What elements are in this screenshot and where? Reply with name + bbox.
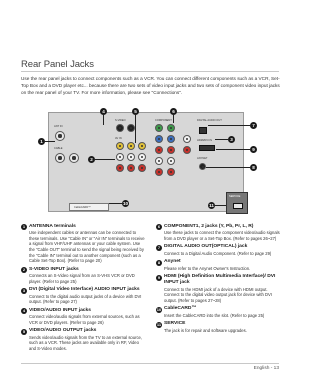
rear-panel: [48, 112, 244, 212]
service-panel: [226, 192, 248, 214]
callout-7: 7: [250, 122, 257, 129]
video-in-jack-1: [116, 142, 124, 150]
svideo-jack-1: [116, 124, 124, 132]
component2-l-jack: [167, 157, 175, 165]
leader-9: [216, 149, 250, 150]
callout-1: 1: [38, 138, 45, 145]
audio-r-jack-2: [127, 164, 135, 172]
callout-10: 10: [122, 201, 129, 206]
callout-11: 11: [209, 203, 214, 208]
leader-11: [215, 205, 226, 206]
callout-2: 2: [88, 156, 95, 163]
item-description: Connect to the digital audio output jacks of a device with DVI output. (Refer to page 27): [29, 293, 142, 305]
list-item: [156, 274, 282, 303]
footer-divider: [21, 363, 279, 364]
leader-6: [173, 115, 174, 123]
item-title: Anynet: [164, 259, 181, 265]
list-item: [21, 287, 147, 304]
leader-10: [109, 203, 122, 204]
service-port: [233, 203, 243, 209]
item-number: 1: [22, 224, 26, 230]
list-item: [156, 244, 282, 256]
list-item: [21, 267, 147, 284]
callout-5: 5: [132, 108, 139, 115]
items-left-column: [21, 224, 147, 354]
av-in-label: AV IN: [115, 137, 122, 140]
hdmi-label: HDMI/DVI IN: [197, 139, 212, 142]
item-description: The jack is for repair and software upgrades.: [164, 327, 247, 333]
list-item: [156, 224, 282, 241]
item-description: Use these jacks to connect the component video/audio signals from a DVD player or a Set-Top Box. (Refer to pages 26~27): [164, 230, 280, 241]
anynet-jack: [199, 163, 206, 170]
audio-out-l-jack: [138, 153, 146, 161]
callout-3: 3: [228, 136, 235, 143]
page-number: English - 13: [253, 366, 279, 371]
item-description: Connect video/audio signals from external sources, such as VCR or DVD players. (Refer to page 26): [29, 314, 140, 325]
anynet-label: ANYNET: [197, 157, 208, 160]
component2-r-jack: [167, 168, 175, 176]
callout-9: 9: [250, 146, 257, 153]
items-right-column: [156, 224, 282, 336]
antenna-label: ANT IN: [54, 125, 63, 128]
item-title: ANTENNA terminals: [29, 224, 76, 229]
item-description: Connect to the HDMI jack of a device with HDMI output. Connect to the digital video output jack for device with DVI output. (Refer to pages 27~28): [164, 286, 273, 303]
item-description: Use independent cables or antennas can be connected to these terminals. Use "Cable IN" or "Air IN" terminals to receive a signal from VHF/UHF antennas or your cable system. Use the "Cable OUT" terminal to send the signal being received by the "Cable IN" terminal out to another component (such as a Cable Set-Top Box). (Refer to page 20): [29, 230, 145, 264]
intro-paragraph: Use the rear panel jacks to connect components such as a VCR. You can connect different components such as a VCR, Set-Top Box and a DVD player etc... because there are two sets of video input jacks and two sets of component video input jacks on the rear panel of your TV. For more information, please see "Connections".: [21, 76, 280, 95]
component1-y-jack: [155, 124, 163, 132]
item-description: Connects an S-Video signal from an S-VHS VCR or DVD player. (Refer to page 25): [29, 273, 135, 284]
digital-out-label: DIGITAL AUDIO OUT: [197, 119, 222, 122]
list-item: [156, 321, 282, 333]
audio-l-jack-1: [116, 153, 124, 161]
item-title: SERVICE: [164, 321, 186, 327]
audio-l-jack-2: [127, 153, 135, 161]
leader-5: [135, 115, 136, 143]
callout-8: 8: [250, 164, 257, 171]
video-in-jack-2: [127, 142, 135, 150]
optical-out-port: [199, 127, 207, 134]
item-title: COMPONENT1, 2 jacks (Y, Pb, Pr, L, R): [164, 224, 254, 229]
audio-r-jack-1: [116, 164, 124, 172]
item-description: Please refer to the Anynet Owner's Instruction.: [164, 265, 251, 271]
leader-4: [103, 115, 104, 125]
item-number: 5: [22, 328, 26, 334]
list-item: [21, 224, 147, 264]
item-number: 10: [156, 306, 162, 312]
item-title: HDMI (High Definition Multimedia Interface)/ DVI INPUT jack: [164, 274, 276, 286]
item-title: VIDEO/AUDIO OUTPUT jacks: [29, 328, 97, 334]
title-divider: [21, 71, 279, 72]
antenna-jack-air: [55, 131, 65, 141]
cablecard-label: CableCARD™: [74, 206, 91, 209]
page-title: Rear Panel Jacks: [21, 59, 94, 70]
component1-r-jack: [155, 168, 163, 176]
dvi-audio-r-jack: [183, 146, 191, 154]
leader-8: [206, 167, 250, 168]
component2-y-jack: [167, 124, 175, 132]
svideo-label: S-VIDEO: [115, 119, 126, 122]
item-description: Sends video/audio signals from the TV to an external source, such as a VCR. These jacks are available only in RF, Video and S-Video modes.: [29, 334, 143, 351]
item-title: VIDEO/AUDIO INPUT jacks: [29, 307, 91, 313]
dvi-audio-l-jack: [183, 135, 191, 143]
svideo-jack-2: [127, 124, 135, 132]
cable-label: CABLE: [54, 147, 63, 150]
item-number: 7: [157, 244, 161, 250]
item-number: 2: [22, 267, 26, 273]
item-number: 11: [156, 321, 162, 327]
callout-4: 4: [100, 108, 107, 115]
component2-pr-jack: [167, 146, 175, 154]
item-title: CableCARD™: [164, 306, 197, 312]
item-number: 8: [157, 259, 161, 265]
audio-out-r-jack: [138, 164, 146, 172]
leader-1: [45, 141, 55, 142]
list-item: [156, 259, 282, 271]
list-item: [21, 308, 147, 325]
item-title: DVI (Digital Video Interface) AUDIO INPUT jacks: [29, 287, 140, 293]
rear-panel-diagram: [38, 108, 270, 216]
component1-l-jack: [155, 157, 163, 165]
leader-7: [208, 125, 250, 126]
item-description: Insert the CableCARD into the slot. (Refer to page 25): [164, 312, 265, 318]
item-title: DIGITAL AUDIO OUT(OPTICAL) jack: [164, 244, 248, 250]
antenna-jack-cable-in: [55, 153, 65, 163]
item-description: Connect to a Digital Audio Component. (Refer to page 29): [164, 250, 272, 256]
cablecard-slot: [69, 203, 109, 211]
component1-pb-jack: [155, 135, 163, 143]
service-label: SERVICE: [229, 195, 241, 198]
video-out-jack: [138, 142, 146, 150]
antenna-jack-cable-out: [69, 153, 79, 163]
item-number: 9: [157, 274, 161, 280]
component-label: COMPONENT: [155, 119, 172, 122]
leader-2: [95, 159, 115, 160]
hdmi-port: [199, 145, 215, 151]
item-number: 4: [22, 308, 26, 314]
item-title: S-VIDEO INPUT jacks: [29, 266, 79, 272]
component2-pb-jack: [167, 135, 175, 143]
leader-3: [215, 139, 228, 140]
item-number: 3: [22, 287, 26, 293]
component1-pr-jack: [155, 146, 163, 154]
item-number: 6: [157, 224, 161, 230]
callout-6: 6: [170, 108, 177, 115]
list-item: [21, 328, 147, 351]
list-item: [156, 306, 282, 318]
